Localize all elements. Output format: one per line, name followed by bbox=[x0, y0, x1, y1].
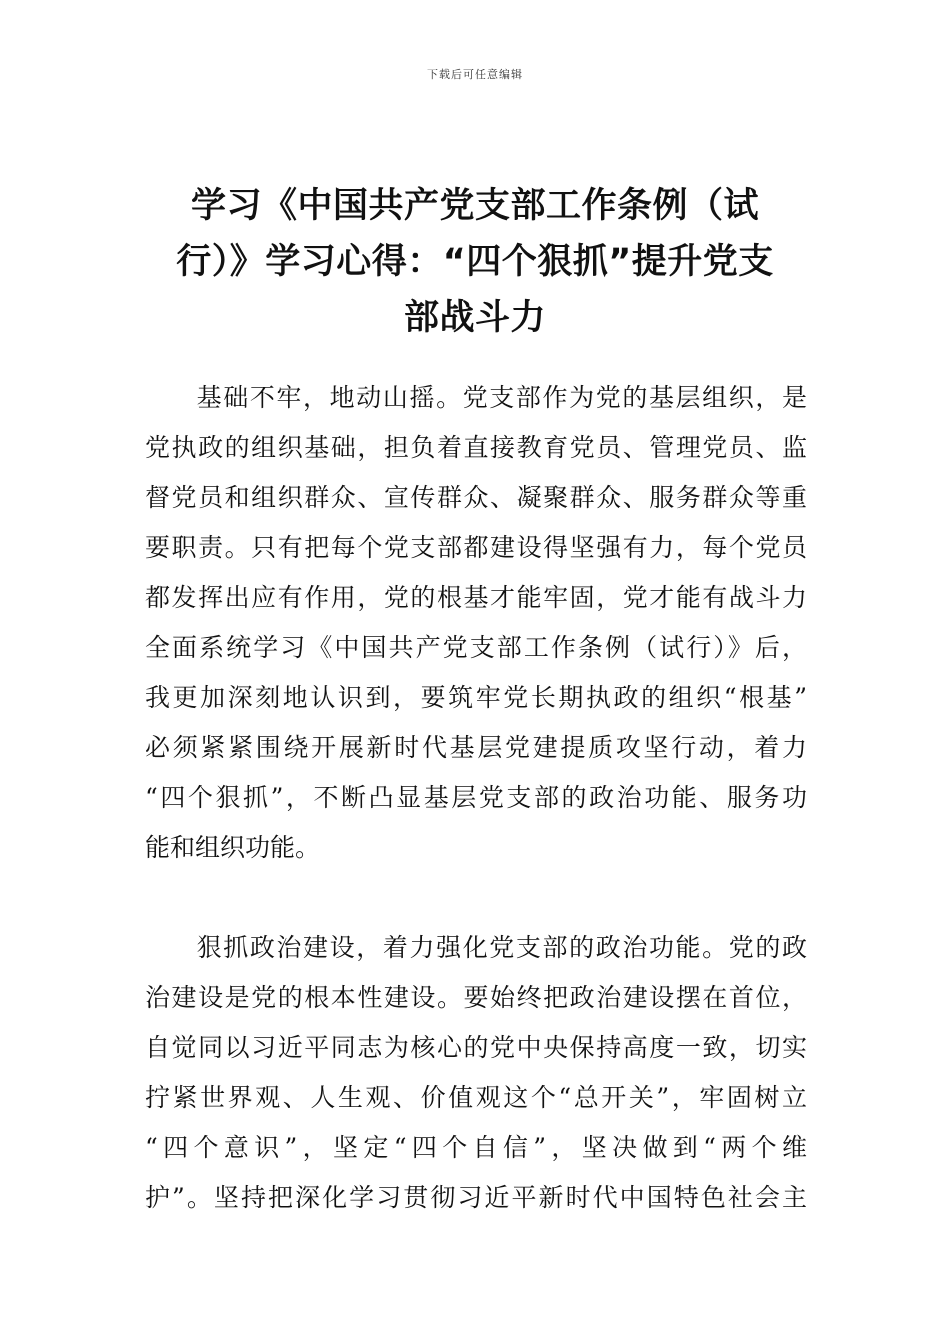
paragraph-line: 党执政的组织基础，担负着直接教育党员、管理党员、监 bbox=[145, 433, 807, 462]
paragraph-line: 狠抓政治建设，着力强化党支部的政治功能。党的政 bbox=[195, 933, 807, 962]
paragraph-line: 督党员和组织群众、宣传群众、凝聚群众、服务群众等重 bbox=[145, 483, 807, 512]
paragraph-line: 自觉同以习近平同志为核心的党中央保持高度一致，切实 bbox=[145, 1033, 807, 1062]
paragraph-line: 我更加深刻地认识到，要筑牢党长期执政的组织“根基” bbox=[145, 683, 807, 712]
paragraph-line: “四个狠抓”，不断凸显基层党支部的政治功能、服务功 bbox=[145, 783, 807, 812]
paragraph-line: 护”。坚持把深化学习贯彻习近平新时代中国特色社会主 bbox=[145, 1183, 807, 1212]
paragraph-line: 拧紧世界观、人生观、价值观这个“总开关”，牢固树立 bbox=[145, 1083, 807, 1112]
header-note: 下载后可任意编辑 bbox=[427, 68, 523, 81]
paragraph-line: 能和组织功能。 bbox=[145, 833, 321, 862]
paragraph-line: 基础不牢，地动山摇。党支部作为党的基层组织，是 bbox=[195, 383, 807, 412]
paragraph-line: 治建设是党的根本性建设。要始终把政治建设摆在首位， bbox=[145, 983, 807, 1012]
title-line: 部战斗力 bbox=[403, 298, 546, 338]
paragraph-2 bbox=[145, 923, 807, 1223]
paragraph-1 bbox=[145, 373, 807, 873]
paragraph-line: “四个意识”，坚定“四个自信”，坚决做到“两个维 bbox=[145, 1133, 807, 1162]
title-line: 学习《中国共产党支部工作条例（试 bbox=[190, 186, 759, 226]
document-title bbox=[140, 178, 810, 346]
paragraph-line: 必须紧紧围绕开展新时代基层党建提质攻坚行动，着力 bbox=[145, 733, 807, 762]
paragraph-line: 都发挥出应有作用，党的根基才能牢固，党才能有战斗力 bbox=[145, 583, 807, 612]
paragraph-line: 要职责。只有把每个党支部都建设得坚强有力，每个党员 bbox=[145, 533, 807, 562]
title-line: 行）》学习心得：“四个狠抓”提升党支 bbox=[176, 242, 774, 282]
paragraph-line: 全面系统学习《中国共产党支部工作条例（试行）》后， bbox=[145, 633, 807, 662]
